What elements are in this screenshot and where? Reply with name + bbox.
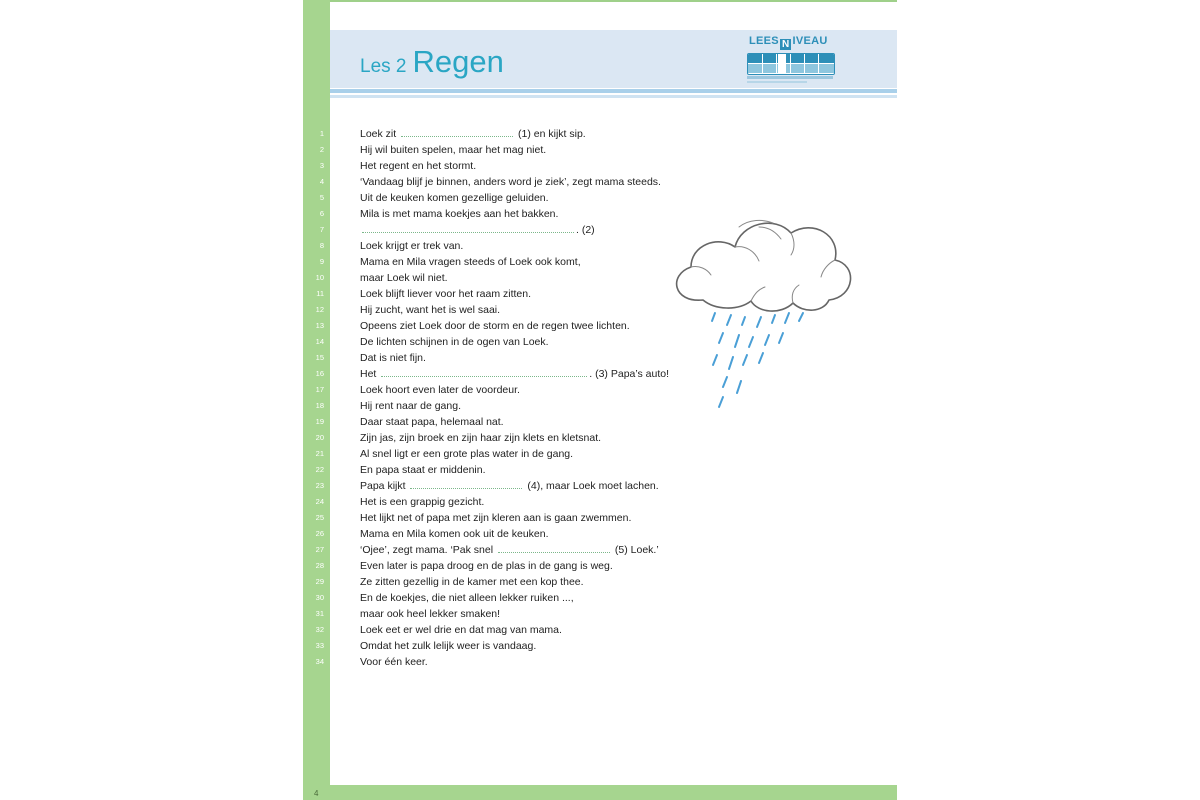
- line-text: Loek eet er wel drie en dat mag van mama.: [360, 624, 562, 636]
- line-text: maar ook heel lekker smaken!: [360, 608, 501, 620]
- line-number: 3: [319, 161, 324, 170]
- worksheet-page: [303, 0, 897, 800]
- line-text-after: (1) en kijkt sip.: [515, 128, 586, 140]
- line-number: 18: [315, 401, 324, 410]
- line-text: [360, 478, 659, 494]
- line-text: Dat is niet fijn.: [360, 352, 426, 364]
- line-number: 27: [315, 545, 324, 554]
- line-text: [360, 366, 669, 382]
- fill-in-blank[interactable]: [381, 366, 587, 377]
- line-text-after: . (3) Papa’s auto!: [589, 368, 670, 380]
- fill-in-blank[interactable]: [410, 478, 522, 489]
- line-number: 14: [315, 337, 324, 346]
- line-text: En papa staat er middenin.: [360, 464, 486, 476]
- story-line: [303, 158, 897, 174]
- line-number: 8: [319, 241, 324, 250]
- line-text: Loek hoort even later de voordeur.: [360, 384, 520, 396]
- lesson-label: Les 2: [360, 56, 407, 77]
- line-text: [360, 126, 586, 142]
- line-number: 1: [319, 129, 324, 138]
- line-text: Ze zitten gezellig in de kamer met een kop thee.: [360, 576, 584, 588]
- line-number: 15: [315, 353, 324, 362]
- story-line: [303, 414, 897, 430]
- line-number: 30: [315, 593, 324, 602]
- story-line: [303, 622, 897, 638]
- line-text: Daar staat papa, helemaal nat.: [360, 416, 504, 428]
- story-line: [303, 446, 897, 462]
- story-line: [303, 654, 897, 670]
- page-title: [360, 44, 504, 80]
- line-text-before: Loek zit: [360, 128, 400, 140]
- story-line: [303, 462, 897, 478]
- line-text: Mama en Mila komen ook uit de keuken.: [360, 528, 549, 540]
- line-text: Het regent en het stormt.: [360, 160, 477, 172]
- story-line: [303, 510, 897, 526]
- header-divider: [330, 89, 897, 93]
- line-text: Loek blijft liever voor het raam zitten.: [360, 288, 531, 300]
- story-line: [303, 606, 897, 622]
- fill-in-blank[interactable]: [401, 126, 513, 137]
- badge-caption-line-2: [747, 81, 807, 83]
- story-line: [303, 126, 897, 142]
- line-text-after: (5) Loek.’: [611, 544, 659, 556]
- reading-level-logo: LEES N IVEAU: [749, 35, 828, 50]
- line-number: 20: [315, 433, 324, 442]
- line-number: 29: [315, 577, 324, 586]
- story-line: [303, 542, 897, 558]
- story-line: [303, 174, 897, 190]
- story-line: [303, 558, 897, 574]
- line-number: 4: [319, 177, 324, 186]
- line-number: 10: [315, 273, 324, 282]
- bottom-strip: [303, 785, 897, 800]
- header-divider-2: [330, 95, 897, 98]
- story-line: [303, 574, 897, 590]
- line-number: 5: [319, 193, 324, 202]
- line-text-after: (4), maar Loek moet lachen.: [524, 480, 659, 492]
- line-text: Zijn jas, zijn broek en zijn haar zijn klets en kletsnat.: [360, 432, 602, 444]
- story-line: [303, 526, 897, 542]
- line-text: De lichten schijnen in de ogen van Loek.: [360, 336, 549, 348]
- fill-in-blank[interactable]: [362, 222, 574, 233]
- line-text: Mama en Mila vragen steeds of Loek ook komt,: [360, 256, 581, 268]
- story-line: [303, 142, 897, 158]
- line-number: 22: [315, 465, 324, 474]
- line-number: 13: [315, 321, 324, 330]
- line-number: 21: [315, 449, 324, 458]
- line-text: ‘Vandaag blijf je binnen, anders word je ziek’, zegt mama steeds.: [360, 176, 661, 188]
- line-text-before: ‘Ojee’, zegt mama. ‘Pak snel: [360, 544, 496, 556]
- line-number: 32: [315, 625, 324, 634]
- line-text: Al snel ligt er een grote plas water in de gang.: [360, 448, 574, 460]
- line-text: [360, 222, 595, 238]
- line-number: 34: [315, 657, 324, 666]
- line-number: 6: [319, 209, 324, 218]
- line-number: 9: [319, 257, 324, 266]
- line-text-after: . (2): [576, 224, 595, 236]
- line-text: Het lijkt net of papa met zijn kleren aan is gaan zwemmen.: [360, 512, 632, 524]
- story-line: [303, 494, 897, 510]
- story-line: [303, 478, 897, 494]
- line-number: 28: [315, 561, 324, 570]
- line-text: Het is een grappig gezicht.: [360, 496, 485, 508]
- line-text: Even later is papa droog en de plas in de gang is weg.: [360, 560, 613, 572]
- line-number: 24: [315, 497, 324, 506]
- line-number: 12: [315, 305, 324, 314]
- line-text: Mila is met mama koekjes aan het bakken.: [360, 208, 559, 220]
- story-line: [303, 638, 897, 654]
- story-line: [303, 190, 897, 206]
- line-number: 11: [316, 289, 324, 298]
- badge-caption-line: [747, 76, 833, 79]
- line-number: 31: [315, 609, 324, 618]
- line-number: 25: [315, 513, 324, 522]
- story-line: [303, 590, 897, 606]
- line-number: 17: [315, 385, 324, 394]
- line-text: Hij rent naar de gang.: [360, 400, 461, 412]
- line-number: 19: [315, 417, 324, 426]
- line-text: Loek krijgt er trek van.: [360, 240, 464, 252]
- lesson-title: Regen: [412, 44, 504, 79]
- line-number: 26: [315, 529, 324, 538]
- line-text-before: Het: [360, 368, 380, 380]
- line-number: 16: [315, 369, 324, 378]
- line-text: Voor één keer.: [360, 656, 428, 668]
- line-number: 23: [315, 481, 324, 490]
- line-text: Omdat het zulk lelijk weer is vandaag.: [360, 640, 537, 652]
- story-line: [303, 430, 897, 446]
- line-number: 2: [319, 145, 324, 154]
- reading-level-table: [747, 53, 835, 75]
- line-number: 7: [319, 225, 324, 234]
- line-text: Opeens ziet Loek door de storm en de regen twee lichten.: [360, 320, 630, 332]
- line-text: maar Loek wil niet.: [360, 272, 448, 284]
- line-text-before: Papa kijkt: [360, 480, 409, 492]
- line-text: Hij wil buiten spelen, maar het mag niet.: [360, 144, 547, 156]
- line-number: 33: [315, 641, 324, 650]
- page-number: 4: [314, 789, 319, 798]
- fill-in-blank[interactable]: [498, 542, 610, 553]
- line-text: [360, 542, 659, 558]
- top-strip: [303, 0, 897, 2]
- reading-level-badge: [747, 33, 835, 89]
- cloud-rain-icon: [663, 205, 863, 415]
- line-text: Hij zucht, want het is wel saai.: [360, 304, 501, 316]
- line-text: En de koekjes, die niet alleen lekker ruiken ...,: [360, 592, 574, 604]
- line-text: Uit de keuken komen gezellige geluiden.: [360, 192, 549, 204]
